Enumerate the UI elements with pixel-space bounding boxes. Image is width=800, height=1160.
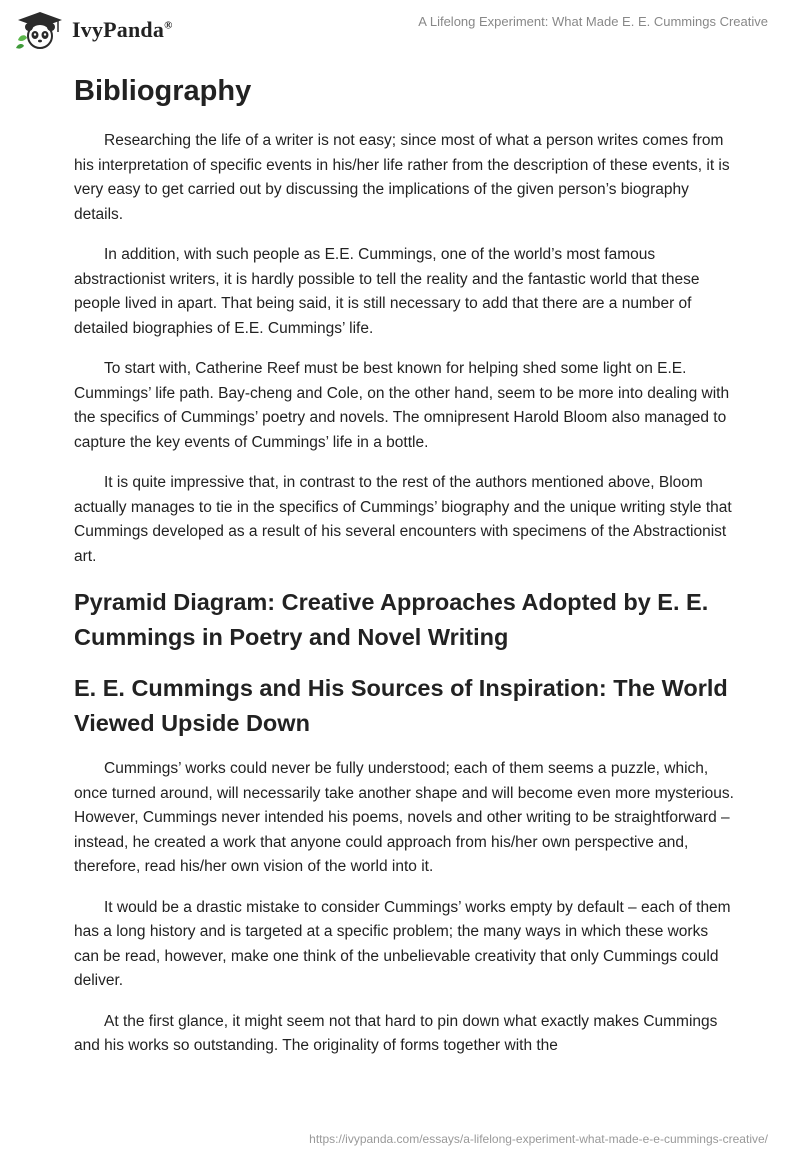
logo-text: IvyPanda® bbox=[72, 17, 173, 42]
page-header bbox=[0, 0, 800, 60]
heading-sources-of-inspiration: E. E. Cummings and His Sources of Inspiration: The World Viewed Upside Down bbox=[74, 675, 728, 736]
paragraph: In addition, with such people as E.E. Cummings, one of the world’s most famous abstractionist writers, it is hardly possible to tell the reality and the fantastic world that these people lived in apart. That being said, it is still necessary to add that there are a number of detailed biographies of E.E. Cummings’ life. bbox=[74, 246, 700, 337]
document-title: A Lifelong Experiment: What Made E. E. Cummings Creative bbox=[418, 14, 768, 29]
panda-logo-icon bbox=[14, 10, 66, 50]
source-url[interactable]: https://ivypanda.com/essays/a-lifelong-experiment-what-made-e-e-cummings-creative/ bbox=[309, 1132, 768, 1146]
paragraph: Researching the life of a writer is not easy; since most of what a person writes comes from his interpretation of specific events in his/her life rather from the description of these events, it is very easy to get carried out by discussing the implications of the given person’s biography details. bbox=[74, 132, 730, 223]
paragraph: Cummings’ works could never be fully understood; each of them seems a puzzle, which, once turned around, will necessarily take another shape and will become even more mysterious. However, Cummings never intended his poems, novels and other writing to be straightforward – instead, he created a work that anyone could approach from his/her own perspective and, therefore, read his/her own vision of the world into it. bbox=[74, 760, 734, 875]
heading-pyramid-diagram: Pyramid Diagram: Creative Approaches Adopted by E. E. Cummings in Poetry and Novel Writing bbox=[74, 589, 709, 650]
paragraph: At the first glance, it might seem not that hard to pin down what exactly makes Cummings and his works so outstanding. The originality of forms together with the bbox=[74, 1012, 718, 1054]
heading-bibliography: Bibliography bbox=[74, 75, 252, 107]
paragraph: To start with, Catherine Reef must be best known for helping shed some light on E.E. Cummings’ life path. Bay-cheng and Cole, on the other hand, seem to be more into dealing with the specifics of Cummings’ poetry and novels. The omnipresent Harold Bloom also managed to capture the key events of Cummings’ life in a bottle. bbox=[74, 360, 730, 451]
essay-content bbox=[74, 68, 734, 1075]
paragraph: It is quite impressive that, in contrast to the rest of the authors mentioned above, Bloom actually manages to tie in the specifics of Cummings’ biography and the unique writing style that Cummings developed as a result of his several encounters with specimens of the Abstractionist art. bbox=[74, 474, 732, 565]
paragraph: It would be a drastic mistake to consider Cummings’ works empty by default – each of them has a long history and is targeted at a specific problem; the many ways in which these works can be read, however, make one think of the unbelievable creativity that only Cummings could deliver. bbox=[74, 898, 731, 989]
ivypanda-logo[interactable] bbox=[14, 10, 173, 50]
registered-mark: ® bbox=[164, 19, 173, 32]
